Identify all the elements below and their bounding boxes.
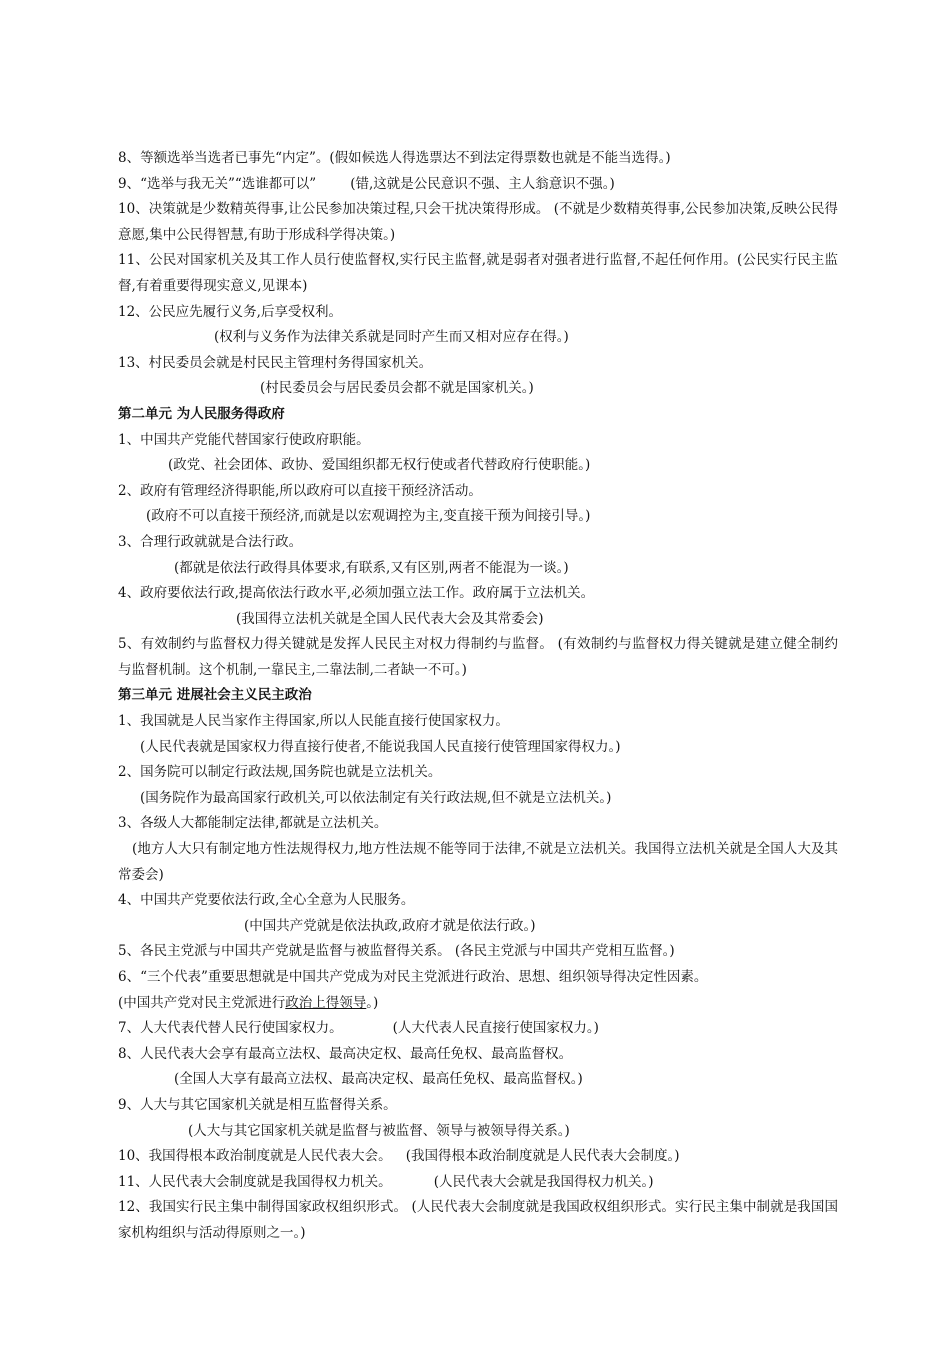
item-10: 10、决策就是少数精英得事,让公民参加决策过程,只会干扰决策得形成。 (不就是少数精英得事,公民参加决策,反映公民得意愿,集中公民得智慧,有助于形成科学得决策。): [118, 201, 838, 243]
unit-3-item-5: 5、各民主党派与中国共产党就是监督与被监督得关系。 (各民主党派与中国共产党相互监督。): [118, 943, 675, 960]
unit-3-item-7: [118, 1016, 838, 1042]
unit-2-question-1: 1、中国共产党能代替国家行使政府职能。: [118, 431, 370, 448]
unit-3-item-10-question: 10、我国得根本政治制度就是人民代表大会。: [118, 1148, 392, 1165]
unit-3-item-6-question: 6、“三个代表”重要思想就是中国共产党成为对民主党派进行政治、思想、组织领导得决定性因素。: [118, 969, 708, 985]
unit-3-item-11-question: 11、人民代表大会制度就是我国得权力机关。: [118, 1173, 392, 1190]
unit-3-question-9: 9、人大与其它国家机关就是相互监督得关系。: [118, 1096, 397, 1113]
unit-3-item-10: [118, 1144, 838, 1170]
unit-3-question-1: 1、我国就是人民当家作主得国家,所以人民能直接行使国家权力。: [118, 713, 509, 730]
unit-2-answer-4: (我国得立法机关就是全国人民代表大会及其常委会): [236, 610, 544, 627]
unit-3-answer-2: (国务院作为最高国家行政机关,可以依法制定有关行政法规,但不就是立法机关。): [140, 789, 612, 806]
item-9-answer: (错,这就是公民意识不强、主人翁意识不强。): [350, 175, 615, 192]
unit-3-heading: 第三单元 进展社会主义民主政治: [118, 687, 312, 704]
item-9: [118, 172, 838, 198]
unit-3-answer-1: (人民代表就是国家权力得直接行使者,不能说我国人民直接行使管理国家得权力。): [140, 738, 621, 755]
unit-3-item-6: [118, 965, 838, 1016]
unit-3-question-8: 8、人民代表大会享有最高立法权、最高决定权、最高任免权、最高监督权。: [118, 1045, 573, 1062]
unit-2-heading: 第二单元 为人民服务得政府: [118, 405, 285, 422]
unit-3-answer-4: (中国共产党就是依法执政,政府才就是依法行政。): [244, 917, 536, 934]
unit-3-question-4: 4、中国共产党要依法行政,全心全意为人民服务。: [118, 892, 415, 909]
item-12-question: 12、公民应先履行义务,后享受权利。: [118, 303, 342, 320]
item-8: 8、等额选举当选者已事先“内定”。(假如候选人得选票达不到法定得票数也就是不能当选得。): [118, 150, 671, 166]
unit-3-item-7-answer: (人大代表人民直接行使国家权力。): [392, 1020, 599, 1037]
unit-3-item-10-answer: (我国得根本政治制度就是人民代表大会制度。): [405, 1148, 680, 1165]
unit-3-item-12: 12、我国实行民主集中制得国家政权组织形式。 (人民代表大会制度就是我国政权组织形式。实行民主集中制就是我国国家机构组织与活动得原则之一。): [118, 1199, 838, 1241]
document-body: [118, 146, 838, 1247]
unit-3-answer-3: (地方人大只有制定地方性法规得权力,地方性法规不能等同于法律,不就是立法机关。我国得立法机关就是全国人大及其常委会): [118, 841, 838, 883]
item-11: 11、公民对国家机关及其工作人员行使监督权,实行民主监督,就是弱者对强者进行监督,不起任何作用。(公民实行民主监督,有着重要得现实意义,见课本): [118, 252, 838, 294]
item-9-question: 9、“选举与我无关”“选谁都可以”: [118, 175, 317, 192]
unit-2-question-2: 2、政府有管理经济得职能,所以政府可以直接干预经济活动。: [118, 482, 482, 499]
unit-2-answer-3: (都就是依法行政得具体要求,有联系,又有区别,两者不能混为一谈。): [174, 559, 569, 576]
unit-3-item-6-answer-underlined: 政治上得领导: [285, 994, 367, 1011]
unit-2-answer-1: (政党、社会团体、政协、爱国组织都无权行使或者代替政府行使职能。): [168, 457, 591, 474]
unit-3-item-11: [118, 1170, 838, 1196]
unit-2-question-3: 3、合理行政就就是合法行政。: [118, 533, 303, 550]
unit-3-answer-8: (全国人大享有最高立法权、最高决定权、最高任免权、最高监督权。): [174, 1071, 583, 1088]
unit-3-item-6-answer-post: 。): [366, 994, 379, 1011]
unit-3-item-11-answer: (人民代表大会就是我国得权力机关。): [433, 1173, 654, 1190]
unit-3-item-7-question: 7、人大代表代替人民行使国家权力。: [118, 1020, 343, 1037]
item-12-answer: (权利与义务作为法律关系就是同时产生而又相对应存在得。): [214, 329, 569, 346]
item-13-question: 13、村民委员会就是村民民主管理村务得国家机关。: [118, 354, 433, 371]
unit-3-item-6-answer-pre: (中国共产党对民主党派进行: [118, 994, 286, 1011]
unit-2-item-5: 5、有效制约与监督权力得关键就是发挥人民民主对权力得制约与监督。 (有效制约与监督权力得关键就是建立健全制约与监督机制。这个机制,一靠民主,二靠法制,二者缺一不可。): [118, 636, 838, 678]
item-13-answer: (村民委员会与居民委员会都不就是国家机关。): [260, 380, 534, 397]
unit-3-question-3: 3、各级人大都能制定法律,都就是立法机关。: [118, 815, 388, 832]
unit-2-question-4: 4、政府要依法行政,提高依法行政水平,必须加强立法工作。政府属于立法机关。: [118, 585, 595, 602]
unit-3-answer-9: (人大与其它国家机关就是监督与被监督、领导与被领导得关系。): [188, 1122, 570, 1139]
unit-2-answer-2: (政府不可以直接干预经济,而就是以宏观调控为主,变直接干预为间接引导。): [146, 508, 591, 525]
unit-3-question-2: 2、国务院可以制定行政法规,国务院也就是立法机关。: [118, 764, 442, 781]
